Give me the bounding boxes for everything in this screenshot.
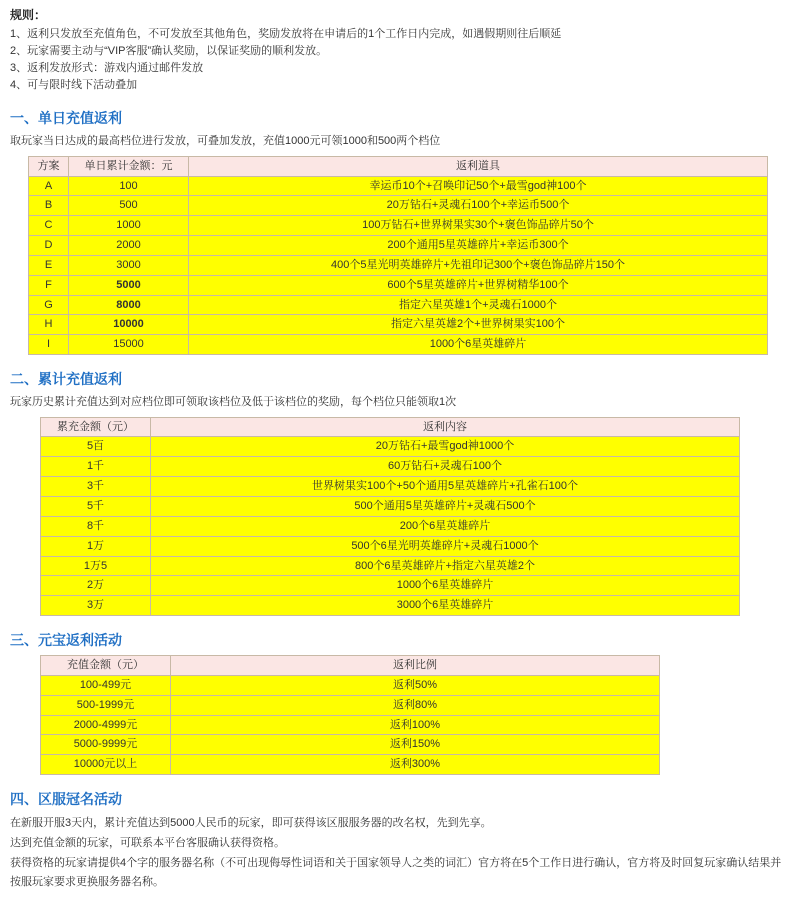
cell-plan: G bbox=[29, 295, 69, 315]
table-row bbox=[41, 497, 740, 517]
column-header-plan: 方案 bbox=[29, 156, 69, 176]
cell-amount: 1万 bbox=[41, 536, 151, 556]
cell-reward: 幸运币10个+召唤印记50个+最雪god神100个 bbox=[189, 176, 768, 196]
cell-amount: 5000-9999元 bbox=[41, 735, 171, 755]
server-naming-paragraph: 获得资格的玩家请提供4个字的服务器名称（不可出现侮辱性词语和关于国家领导人之类的词汇）官方将在5个工作日进行确认，官方将及时回复玩家确认结果并按服玩家要求更换服务器名称。 bbox=[10, 857, 782, 888]
cell-plan: B bbox=[29, 196, 69, 216]
cell-ratio: 返利300% bbox=[171, 755, 660, 775]
table-row bbox=[29, 196, 768, 216]
cell-reward: 20万钻石+最雪god神1000个 bbox=[151, 437, 740, 457]
cell-plan: E bbox=[29, 255, 69, 275]
cell-ratio: 返利100% bbox=[171, 715, 660, 735]
cell-amount: 2000 bbox=[69, 236, 189, 256]
cell-reward: 指定六星英雄2个+世界树果实100个 bbox=[189, 315, 768, 335]
section-note-daily-recharge: 取玩家当日达成的最高档位进行发放，可叠加发放，充值1000元可领1000和500两个档位 bbox=[10, 135, 441, 148]
cell-plan: F bbox=[29, 275, 69, 295]
cell-reward: 400个5星光明英雄碎片+先祖印记300个+褒色饰品碎片150个 bbox=[189, 255, 768, 275]
cell-amount: 10000元以上 bbox=[41, 755, 171, 775]
table-row bbox=[41, 556, 740, 576]
section-note-total-recharge: 玩家历史累计充值达到对应档位即可领取该档位及低于该档位的奖励，每个档位只能领取1次 bbox=[10, 396, 457, 409]
cell-plan: A bbox=[29, 176, 69, 196]
section-title-total-recharge: 二、累计充值返利 bbox=[10, 371, 122, 388]
cell-reward: 500个6星光明英雄碎片+灵魂石1000个 bbox=[151, 536, 740, 556]
section-title-server-naming: 四、区服冠名活动 bbox=[10, 791, 122, 808]
cell-reward: 3000个6星英雄碎片 bbox=[151, 596, 740, 616]
cell-amount: 2万 bbox=[41, 576, 151, 596]
cell-reward: 500个通用5星英雄碎片+灵魂石500个 bbox=[151, 497, 740, 517]
cell-amount: 100 bbox=[69, 176, 189, 196]
cell-amount: 2000-4999元 bbox=[41, 715, 171, 735]
total-recharge-table bbox=[40, 417, 740, 616]
cell-amount: 5百 bbox=[41, 437, 151, 457]
table-row bbox=[41, 715, 660, 735]
table-row bbox=[41, 755, 660, 775]
column-header-reward: 返利道具 bbox=[189, 156, 768, 176]
cell-amount: 500 bbox=[69, 196, 189, 216]
table-row bbox=[41, 437, 740, 457]
column-header-amount: 单日累计金额：元 bbox=[69, 156, 189, 176]
cell-reward: 60万钻石+灵魂石100个 bbox=[151, 457, 740, 477]
server-naming-paragraph: 达到充值金额的玩家，可联系本平台客服确认获得资格。 bbox=[10, 837, 285, 850]
cell-amount: 3千 bbox=[41, 477, 151, 497]
cell-amount: 100-499元 bbox=[41, 675, 171, 695]
table-row bbox=[41, 516, 740, 536]
table-row bbox=[29, 255, 768, 275]
cell-amount: 8000 bbox=[69, 295, 189, 315]
cell-plan: C bbox=[29, 216, 69, 236]
yuanbao-rebate-table bbox=[40, 655, 660, 775]
rule-item: 1、返利只发放至充值角色，不可发放至其他角色，奖励发放将在申请后的1个工作日内完成，如遇假期则往后顺延 bbox=[10, 28, 562, 40]
cell-reward: 600个5星英雄碎片+世界树精华100个 bbox=[189, 275, 768, 295]
column-header-total-amount: 累充金额（元） bbox=[41, 417, 151, 437]
cell-ratio: 返利80% bbox=[171, 695, 660, 715]
cell-plan: D bbox=[29, 236, 69, 256]
rule-item: 4、可与限时线下活动叠加 bbox=[10, 79, 138, 92]
section-title-daily-recharge: 一、单日充值返利 bbox=[10, 110, 122, 127]
section-title-yuanbao-rebate: 三、元宝返利活动 bbox=[10, 632, 122, 649]
table-row bbox=[29, 295, 768, 315]
server-naming-paragraph: 在新服开服3天内，累计充值达到5000人民币的玩家，即可获得该区服服务器的改名权，先到先享。 bbox=[10, 817, 492, 830]
cell-amount: 3000 bbox=[69, 255, 189, 275]
cell-amount: 8千 bbox=[41, 516, 151, 536]
table-row bbox=[29, 315, 768, 335]
table-row bbox=[41, 477, 740, 497]
cell-reward: 200个6星英雄碎片 bbox=[151, 516, 740, 536]
table-header-row bbox=[41, 656, 660, 676]
table-row bbox=[41, 735, 660, 755]
table-row bbox=[29, 275, 768, 295]
cell-reward: 800个6星英雄碎片+指定六星英雄2个 bbox=[151, 556, 740, 576]
cell-amount: 3万 bbox=[41, 596, 151, 616]
cell-amount: 15000 bbox=[69, 335, 189, 355]
cell-amount: 1000 bbox=[69, 216, 189, 236]
cell-ratio: 返利50% bbox=[171, 675, 660, 695]
rules-heading: 规则： bbox=[10, 8, 47, 22]
table-row bbox=[29, 335, 768, 355]
cell-amount: 5千 bbox=[41, 497, 151, 517]
daily-recharge-table bbox=[28, 156, 768, 355]
table-row bbox=[29, 236, 768, 256]
cell-reward: 200个通用5星英雄碎片+幸运币300个 bbox=[189, 236, 768, 256]
cell-reward: 1000个6星英雄碎片 bbox=[189, 335, 768, 355]
cell-reward: 20万钻石+灵魂石100个+幸运币500个 bbox=[189, 196, 768, 216]
column-header-recharge-amount: 充值金额（元） bbox=[41, 656, 171, 676]
table-row bbox=[29, 216, 768, 236]
rules-list bbox=[10, 26, 790, 94]
column-header-reward-content: 返利内容 bbox=[151, 417, 740, 437]
cell-reward: 指定六星英雄1个+灵魂石1000个 bbox=[189, 295, 768, 315]
column-header-rebate-ratio: 返利比例 bbox=[171, 656, 660, 676]
cell-reward: 100万钻石+世界树果实30个+褒色饰品碎片50个 bbox=[189, 216, 768, 236]
table-header-row bbox=[29, 156, 768, 176]
cell-plan: H bbox=[29, 315, 69, 335]
table-row bbox=[41, 457, 740, 477]
cell-amount: 1千 bbox=[41, 457, 151, 477]
rule-item: 2、玩家需要主动与“VIP客服”确认奖励，以保证奖励的顺利发放。 bbox=[10, 45, 328, 58]
table-header-row bbox=[41, 417, 740, 437]
table-row bbox=[41, 596, 740, 616]
cell-reward: 世界树果实100个+50个通用5星英雄碎片+孔雀石100个 bbox=[151, 477, 740, 497]
table-row bbox=[41, 675, 660, 695]
table-row bbox=[29, 176, 768, 196]
table-row bbox=[41, 536, 740, 556]
cell-amount: 500-1999元 bbox=[41, 695, 171, 715]
cell-ratio: 返利150% bbox=[171, 735, 660, 755]
cell-amount: 1万5 bbox=[41, 556, 151, 576]
cell-amount: 5000 bbox=[69, 275, 189, 295]
cell-amount: 10000 bbox=[69, 315, 189, 335]
cell-plan: I bbox=[29, 335, 69, 355]
rule-item: 3、返利发放形式：游戏内通过邮件发放 bbox=[10, 62, 204, 75]
cell-reward: 1000个6星英雄碎片 bbox=[151, 576, 740, 596]
server-naming-body bbox=[10, 814, 790, 891]
table-row bbox=[41, 695, 660, 715]
